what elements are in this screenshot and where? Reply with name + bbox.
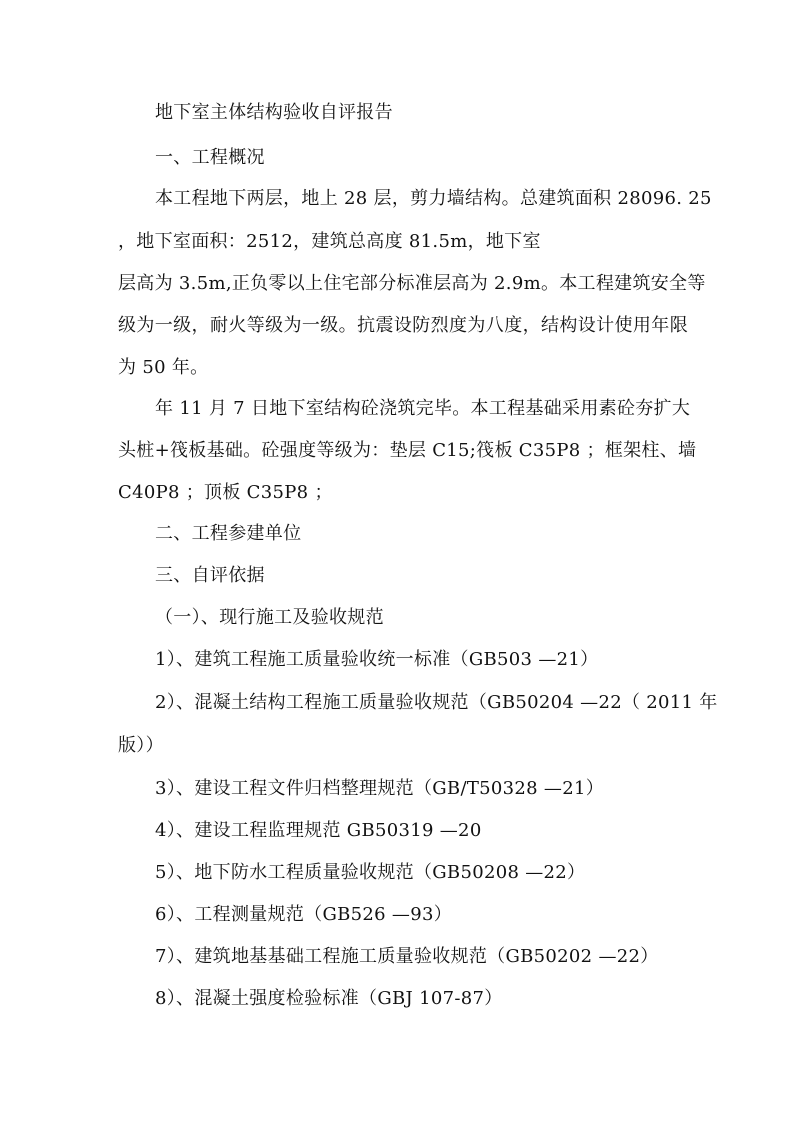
concrete-line-3: C40P8 ；顶板 C35P8 ； [118,482,333,503]
concrete-line-2: 头桩+筏板基础。砼强度等级为：垫层 C15;筏板 C35P8 ；框架柱、墙 [118,440,697,461]
report-title: 地下室主体结构验收自评报告 [155,102,393,123]
overview-line-1: 本工程地下两层，地上 28 层，剪力墙结构。总建筑面积 28096. 25 [155,188,712,209]
standard-item-2: 2）、混凝土结构工程施工质量验收规范（GB50204 —22（ 2011 年 [155,692,718,713]
standard-item-1: 1）、建筑工程施工质量验收统一标准（GB503 —21） [155,649,599,670]
overview-line-2: ，地下室面积：2512，建筑总高度 81.5m，地下室 [118,231,541,252]
concrete-line-1: 年 11 月 7 日地下室结构砼浇筑完毕。本工程基础采用素砼夯扩大 [155,398,691,419]
overview-line-4: 级为一级，耐火等级为一级。抗震设防烈度为八度，结构设计使用年限 [118,315,688,336]
section-heading-participants: 二、工程参建单位 [155,523,302,544]
overview-line-3: 层高为 3.5m,正负零以上住宅部分标准层高为 2.9m。本工程建筑安全等 [118,273,706,294]
standard-item-3: 3）、建设工程文件归档整理规范（GB/T50328 —21） [155,778,605,799]
standard-item-7: 7）、建筑地基基础工程施工质量验收规范（GB50202 —22） [155,946,659,967]
overview-line-5: 为 50 年。 [118,357,209,378]
section-heading-overview: 一、工程概况 [155,147,265,168]
section-heading-basis: 三、自评依据 [155,565,265,586]
standard-item-8: 8）、混凝土强度检验标准（GBJ 107-87） [155,988,503,1009]
standard-item-4: 4）、建设工程监理规范 GB50319 —20 [155,820,482,841]
subsection-heading-standards: （一）、现行施工及验收规范 [155,607,384,628]
standard-item-2-continued: 版）） [118,735,164,756]
standard-item-5: 5）、地下防水工程质量验收规范（GB50208 —22） [155,862,586,883]
standard-item-6: 6）、工程测量规范（GB526 —93） [155,904,453,925]
